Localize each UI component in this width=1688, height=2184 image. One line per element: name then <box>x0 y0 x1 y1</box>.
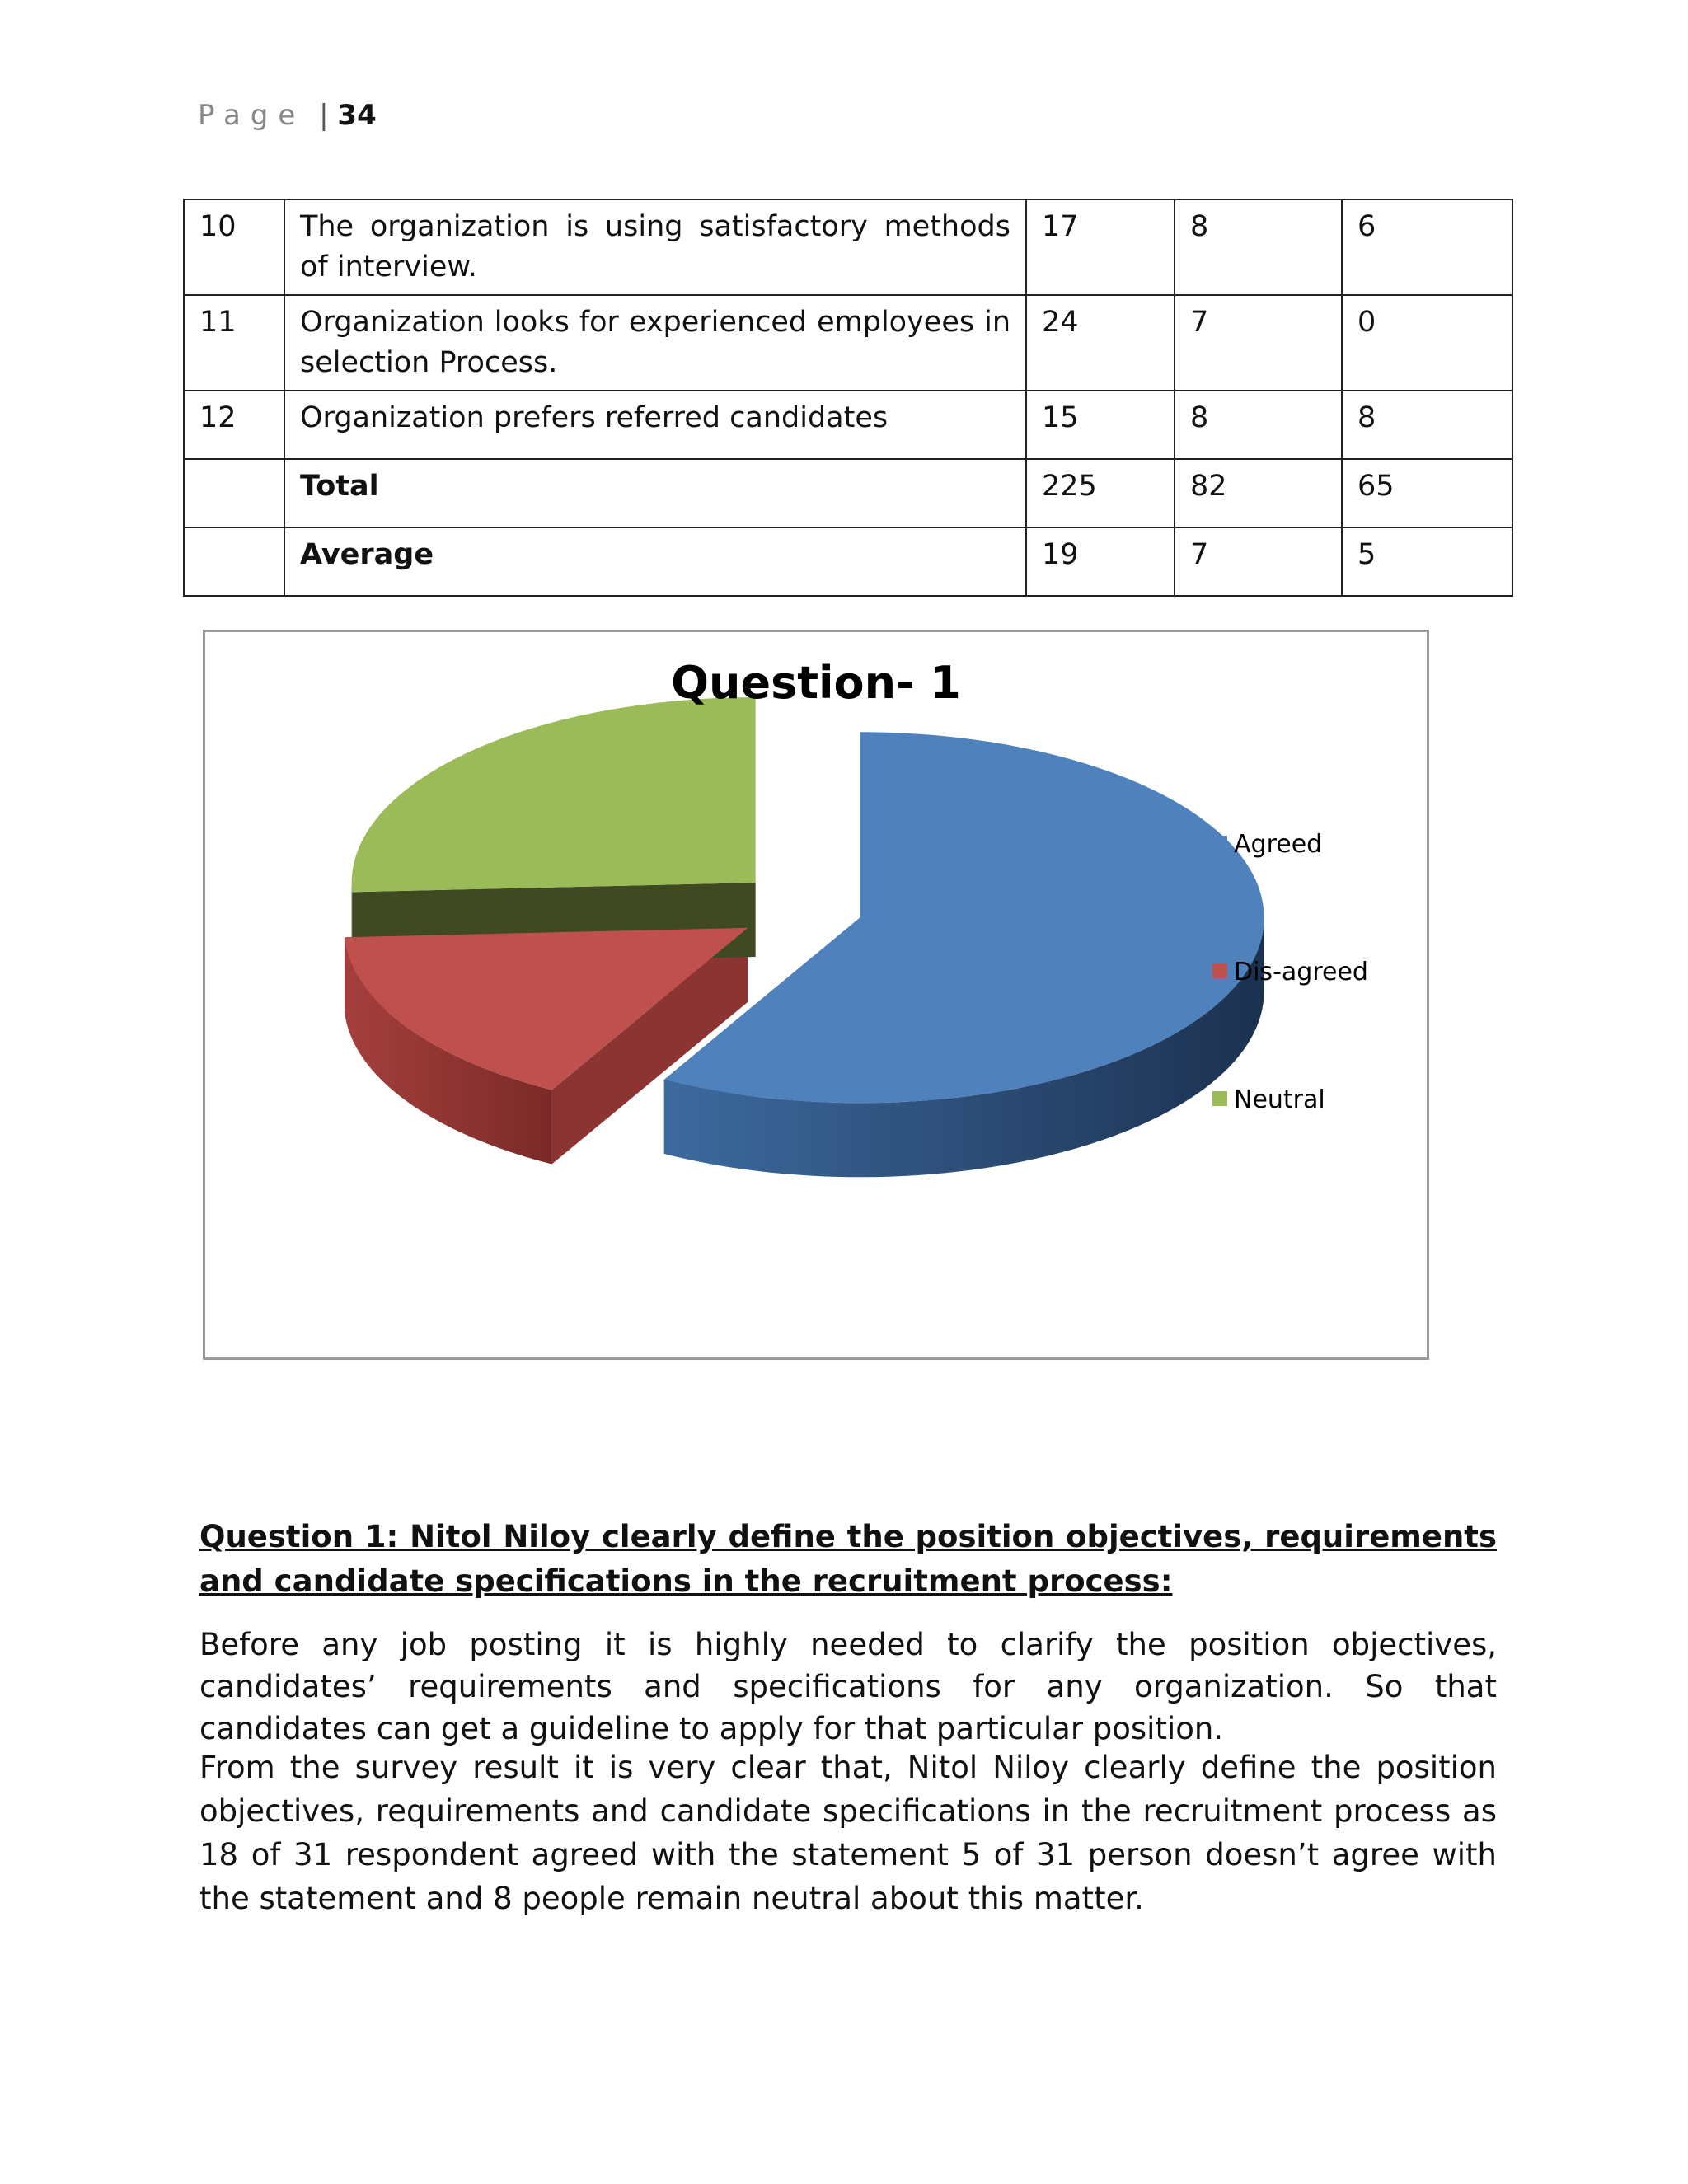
row-disagreed: 7 <box>1175 295 1342 391</box>
paragraph-result: From the survey result it is very clear that, Nitol Niloy clearly define the position objectives, requirements and candidate specifications in the recruitment process as 18 of 31 respondent agreed with the statement 5 of 31 person doesn’t agree with the statement and 8 people remain neutral about this matter. <box>199 1750 1497 1916</box>
page-separator: | <box>319 99 329 132</box>
total-agreed: 225 <box>1026 459 1175 527</box>
legend-item-neutral <box>1212 1085 1325 1114</box>
table-row <box>184 391 1512 459</box>
row-disagreed: 8 <box>1175 199 1342 295</box>
row-neutral: 8 <box>1342 391 1512 459</box>
legend-label-neutral: Neutral <box>1234 1085 1325 1114</box>
legend-item-agreed <box>1212 830 1322 859</box>
legend-swatch-disagreed <box>1212 963 1227 978</box>
table-row <box>184 199 1512 295</box>
row-agreed: 17 <box>1026 199 1175 295</box>
row-agreed: 24 <box>1026 295 1175 391</box>
row-agreed: 15 <box>1026 391 1175 459</box>
row-number <box>184 527 284 596</box>
survey-table <box>183 199 1513 597</box>
table-row-total <box>184 459 1512 527</box>
legend-swatch-neutral <box>1212 1091 1227 1106</box>
row-number <box>184 459 284 527</box>
row-neutral: 6 <box>1342 199 1512 295</box>
row-statement: The organization is using satisfactory methods of interview. <box>284 199 1026 295</box>
table-row <box>184 295 1512 391</box>
row-number: 11 <box>184 295 284 391</box>
total-disagreed: 82 <box>1175 459 1342 527</box>
chart-title: Question- 1 <box>671 657 961 709</box>
page-number: 34 <box>337 99 377 132</box>
pie-slice-neutral <box>352 697 756 892</box>
legend-label-agreed: Agreed <box>1234 830 1323 859</box>
row-statement: Organization looks for experienced employees in selection Process. <box>284 295 1026 391</box>
average-label: Average <box>284 527 1026 596</box>
pie-chart <box>203 630 1429 1360</box>
question-heading: Question 1: Nitol Niloy clearly define the position objectives, requirements and candidate specifications in the recruitment process: <box>199 1519 1497 1599</box>
total-label: Total <box>284 459 1026 527</box>
row-number: 12 <box>184 391 284 459</box>
paragraph-intro: Before any job posting it is highly needed to clarify the position objectives, candidates’ requirements and specifications for any organization. So that candidates can get a guideline to apply for that particular position. <box>199 1627 1497 1746</box>
table-row-average <box>184 527 1512 596</box>
pie-chart-canvas <box>205 632 1427 1357</box>
total-neutral: 65 <box>1342 459 1512 527</box>
legend-label-disagreed: Dis-agreed <box>1234 958 1368 987</box>
legend-swatch-agreed <box>1212 836 1227 851</box>
row-neutral: 0 <box>1342 295 1512 391</box>
page-header <box>198 99 377 132</box>
average-neutral: 5 <box>1342 527 1512 596</box>
row-disagreed: 8 <box>1175 391 1342 459</box>
average-agreed: 19 <box>1026 527 1175 596</box>
row-statement: Organization prefers referred candidates <box>284 391 1026 459</box>
row-number: 10 <box>184 199 284 295</box>
average-disagreed: 7 <box>1175 527 1342 596</box>
legend-item-disagreed <box>1212 958 1368 987</box>
page-label: Page <box>198 99 306 132</box>
